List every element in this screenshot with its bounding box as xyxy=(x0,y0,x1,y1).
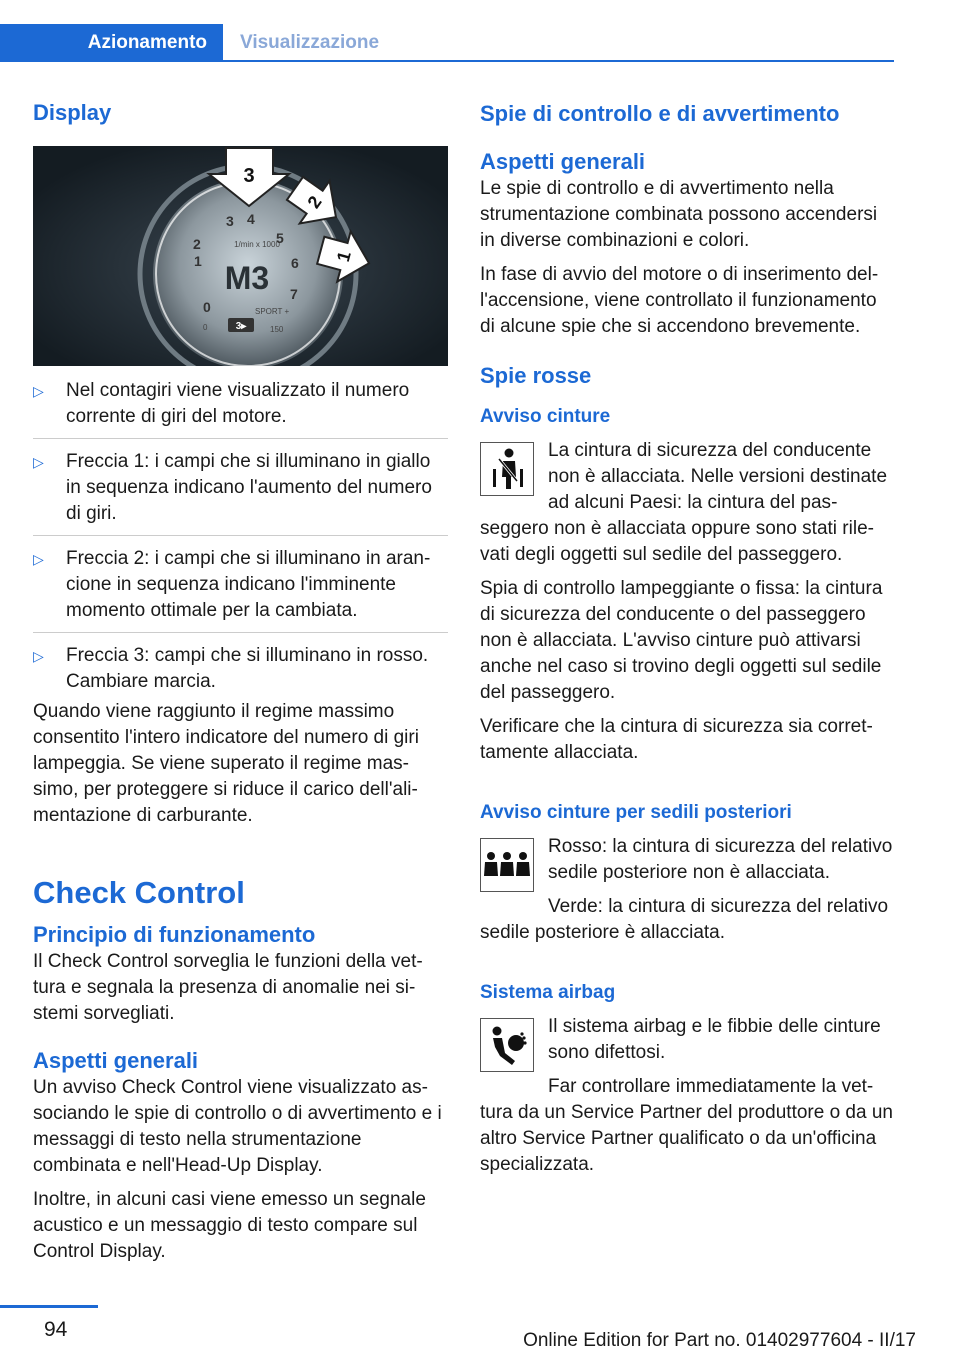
list-item: ▷ Nel contagiri viene visualizzato il numero corrente di giri del motore. xyxy=(33,380,410,427)
divider xyxy=(33,632,448,633)
seatbelt-icon xyxy=(480,442,534,496)
triangle-bullet-icon: ▷ xyxy=(33,648,44,664)
right-general-text-2: In fase di avvio del motore o di inserimento dell'accensione, viene controllato il funzionamento di alcune spie che si accendono brevemente. xyxy=(480,264,879,337)
rear-seatbelt-icon xyxy=(480,838,534,892)
tab-visualizzazione[interactable]: Visualizzazione xyxy=(240,32,380,53)
belt-text-2: Spia di controllo lampeggiante o fissa: la cintura di sicurezza del conducente o del passeggero non è allacciata. L'avviso cinture può attivarsi anche nel caso si trovino degli oggetti sul sedile del passeggero. xyxy=(480,578,883,703)
gauge-units: 1/min x 1000 xyxy=(234,240,280,249)
gauge-model-text: M3 xyxy=(224,260,270,296)
list-item: ▷ Freccia 2: i campi che si illuminano in arancione in sequenza indicano l'imminente momento ottimale per la cambiata. xyxy=(33,548,431,621)
edition-note: Online Edition for Part no. 01402977604 - II/17 xyxy=(523,1330,916,1351)
gauge-tick-3: 3 xyxy=(226,213,234,229)
general-heading: Aspetti generali xyxy=(33,1048,199,1073)
belt-text-1: La cintura di sicurezza del conducente non è allacciata. Nelle versioni destinate ad alcuni Paesi: la cintura del passeggero non è allacciata oppure sono stati rilevati degli oggetti sul sedile del passeggero. xyxy=(480,440,888,565)
list-item: ▷ Freccia 1: i campi che si illuminano in giallo in sequenza indicano l'aumento del numero di giri. xyxy=(33,451,432,524)
airbag-text-2: Far controllare immediatamente la vettura da un Service Partner del produttore o da un altro Service Partner qualificato o da un'officina specializzata. xyxy=(480,1076,893,1175)
gauge-tick-4: 4 xyxy=(247,211,255,227)
triangle-bullet-icon: ▷ xyxy=(33,383,44,399)
gauge-tick-6: 6 xyxy=(291,255,299,271)
principle-text: Il Check Control sorveglia le funzioni della vettura e segnala la presenza di anomalie nei sistemi sorvegliati. xyxy=(33,951,423,1024)
airbag-heading: Sistema airbag xyxy=(480,982,616,1003)
arrow-3-label: 3 xyxy=(243,165,255,187)
display-heading: Display xyxy=(33,100,112,125)
tachometer-image xyxy=(33,146,448,366)
triangle-bullet-icon: ▷ xyxy=(33,454,44,470)
red-lights-heading: Spie rosse xyxy=(480,363,592,388)
airbag-icon xyxy=(480,1018,534,1072)
general-text-2: Inoltre, in alcuni casi viene emesso un segnale acustico e un messaggio di testo compare sul Control Display. xyxy=(33,1189,426,1262)
header-rule xyxy=(223,60,894,62)
tachometer-illustration xyxy=(33,146,448,366)
arrow-1-label: 1 xyxy=(332,249,355,264)
belt-text-3: Verificare che la cintura di sicurezza sia correttamente allacciata. xyxy=(480,716,873,763)
gauge-tick-1: 1 xyxy=(194,253,202,269)
rear-belt-text-2: Verde: la cintura di sicurezza del relativo sedile posteriore è allacciata. xyxy=(480,896,889,943)
gauge-tick-0: 0 xyxy=(203,299,211,315)
rear-belt-text-1: Rosso: la cintura di sicurezza del relativo sedile posteriore non è allacciata. xyxy=(548,836,893,883)
gauge-tick-7: 7 xyxy=(290,286,298,302)
warning-lights-heading: Spie di controllo e di avvertimento xyxy=(480,101,840,126)
check-control-heading: Check Control xyxy=(33,875,245,910)
general-text-1: Un avviso Check Control viene visualizzato associando le spie di controllo o di avvertimento e i messaggi di testo nella strumentazione combinata e nell'Head-Up Display. xyxy=(33,1077,442,1176)
triangle-bullet-icon: ▷ xyxy=(33,551,44,567)
tab-azionamento[interactable]: Azionamento xyxy=(0,24,223,62)
belt-warning-block xyxy=(480,438,895,568)
divider xyxy=(33,438,448,439)
right-column xyxy=(480,100,895,1178)
gauge-tick-2: 2 xyxy=(193,236,201,252)
divider xyxy=(33,535,448,536)
airbag-text-1: Il sistema airbag e le fibbie delle cinture sono difettosi. xyxy=(548,1016,881,1063)
right-general-heading: Aspetti generali xyxy=(480,149,646,174)
footer-rule xyxy=(0,1305,98,1308)
page-number: 94 xyxy=(44,1318,68,1341)
rear-belt-heading: Avviso cinture per sedili posteriori xyxy=(480,802,792,823)
left-column xyxy=(33,100,448,1265)
regime-paragraph: Quando viene raggiunto il regime massimo consentito l'intero indicatore del numero di giri lampeggia. Se viene superato il regime massimo, per proteggere si riduce il carico dell'alimentazione di carburante. xyxy=(33,701,419,826)
gauge-tick-5: 5 xyxy=(276,230,284,246)
display-bullet-list xyxy=(33,378,448,695)
list-item: ▷ Freccia 3: campi che si illuminano in rosso. Cambiare marcia. xyxy=(33,645,429,692)
arrow-2-label: 2 xyxy=(303,192,326,212)
rear-belt-block xyxy=(480,834,895,946)
airbag-block xyxy=(480,1014,895,1178)
belt-warning-heading: Avviso cinture xyxy=(480,406,611,427)
principle-heading: Principio di funzionamento xyxy=(33,922,316,947)
gauge-speed-min: 0 xyxy=(203,323,208,332)
gauge-gear: 3▸ xyxy=(235,321,247,332)
gauge-mode: SPORT + xyxy=(255,307,290,316)
right-general-text-1: Le spie di controllo e di avvertimento nella strumentazione combinata possono accendersi in diverse combinazioni e colori. xyxy=(480,178,878,251)
gauge-speed-max: 150 xyxy=(270,325,284,334)
